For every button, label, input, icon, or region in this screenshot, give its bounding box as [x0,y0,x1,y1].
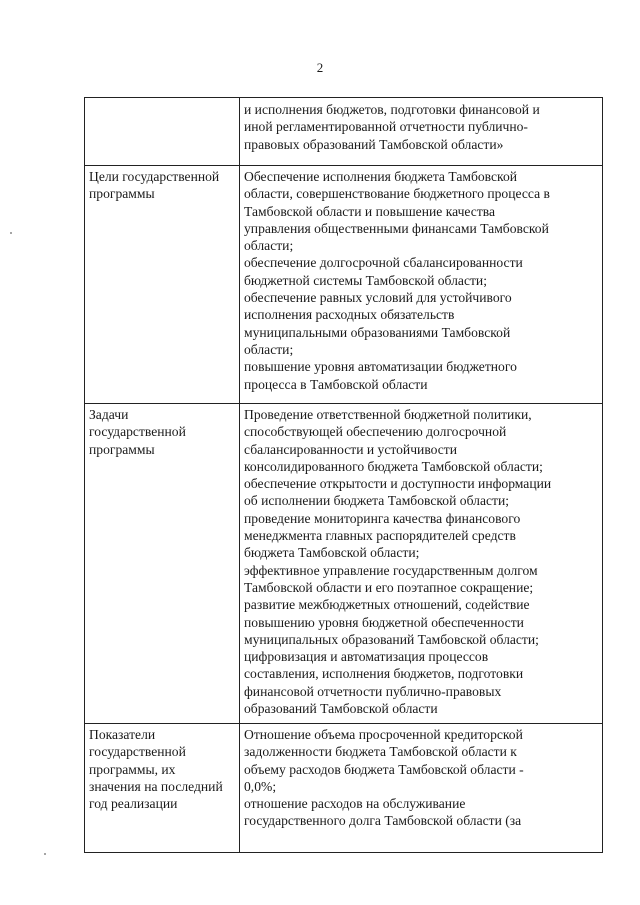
scan-speck [44,853,46,855]
page-number: 2 [316,60,324,75]
label-line: год реализации [89,796,178,812]
content-line: менеджмента главных распорядителей средств [244,528,516,544]
content-line: обеспечение открытости и доступности информации [244,476,552,492]
row-content-cell [240,404,603,724]
content-line: проведение мониторинга качества финансового [244,510,521,526]
label-line: программы [89,186,155,202]
content-line: области; [244,341,294,357]
program-passport-table [84,97,603,853]
content-line: муниципальными образованиями Тамбовской [244,324,511,340]
row-content-cell [240,166,603,404]
content-line: обеспечение равных условий для устойчивого [244,290,512,306]
content-line: консолидированного бюджета Тамбовской области; [244,458,543,474]
content-line: отношение расходов на обслуживание [244,796,466,812]
content-line: исполнения расходных обязательств [244,307,455,323]
content-line: Тамбовской области и его поэтапное сокращение; [244,579,534,595]
content-line: области; [244,238,294,254]
content-line: бюджета Тамбовской области; [244,545,420,561]
content-line: обеспечение долгосрочной сбалансированности [244,255,523,271]
table-row-continuation [85,98,603,166]
content-line: Проведение ответственной бюджетной политики, [244,407,532,422]
content-line: объему расходов бюджета Тамбовской области - [244,761,524,777]
content-line: способствующей обеспечению долгосрочной [244,424,507,440]
table-row-indicators [85,724,603,853]
content-line: бюджетной системы Тамбовской области; [244,272,487,288]
content-line: повышению уровня бюджетной обеспеченности [244,614,524,630]
content-line: 0,0%; [244,778,277,794]
content-line: составления, исполнения бюджетов, подготовки [244,666,524,682]
row-label-cell [85,724,240,853]
label-line: Показатели [89,727,156,742]
content-line: об исполнении бюджета Тамбовской области; [244,493,509,509]
content-line: и исполнения бюджетов, подготовки финансовой и [244,102,540,117]
label-line: программы, их [89,761,176,777]
content-line: Обеспечение исполнения бюджета Тамбовской [244,169,518,184]
label-line: значения на последний [89,778,223,794]
content-line: Отношение объема просроченной кредиторской [244,727,523,742]
content-line: правовых образований Тамбовской области» [244,136,504,152]
content-line: Тамбовской области и повышение качества [244,203,496,219]
content-line: муниципальных образований Тамбовской области; [244,631,539,647]
content-line: цифровизация и автоматизация процессов [244,649,489,665]
content-line: финансовой отчетности публично-правовых [244,683,502,699]
label-line: программы [89,441,155,457]
content-line: эффективное управление государственным долгом [244,562,538,578]
content-line: задолженности бюджета Тамбовской области к [244,744,517,760]
row-content-cell [240,98,603,166]
label-line: Цели государственной [89,169,220,184]
row-label-cell [85,404,240,724]
content-line: образований Тамбовской области [244,701,438,717]
content-line: иной регламентированной отчетности публично- [244,119,528,135]
content-line: государственного долга Тамбовской области (за [244,813,522,829]
row-label-cell [85,166,240,404]
content-line: области, совершенствование бюджетного процесса в [244,186,550,202]
scan-speck [10,232,12,234]
row-content-cell [240,724,603,853]
label-line: Задачи [89,407,129,422]
content-line: процесса в Тамбовской области [244,376,428,392]
content-line: сбалансированности и устойчивости [244,441,458,457]
label-line: государственной [89,744,186,760]
content-line: управления общественными финансами Тамбовской [244,220,549,236]
content-line: развитие межбюджетных отношений, содействие [244,597,530,613]
table-row-tasks [85,404,603,724]
row-label-cell [85,98,240,166]
label-line: государственной [89,424,186,440]
content-line: повышение уровня автоматизации бюджетного [244,359,517,375]
table-row-goals [85,166,603,404]
